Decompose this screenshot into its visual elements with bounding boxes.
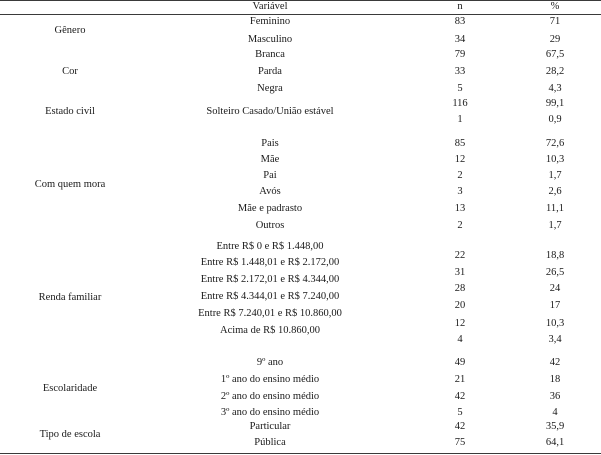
category-label: Particular (249, 421, 291, 432)
percent-value: 35,9 (545, 421, 565, 432)
percent-value: 72,6 (545, 138, 565, 149)
percent-value: 24 (549, 283, 561, 294)
header-percent: % (550, 1, 560, 12)
percent-value: 71 (549, 16, 561, 27)
header-variable: Variável (252, 1, 288, 12)
n-value: 85 (454, 138, 466, 149)
percent-value: 18,8 (545, 250, 565, 261)
group-label-escolaridade: Escolaridade (42, 383, 98, 394)
group-label-com-quem-mora: Com quem mora (34, 179, 106, 190)
category-label: Entre R$ 0 e R$ 1.448,00 (216, 241, 324, 252)
percent-value: 28,2 (545, 66, 565, 77)
group-label-genero: Gênero (54, 25, 86, 36)
category-label: Pública (254, 437, 286, 448)
category-label: Entre R$ 7.240,01 e R$ 10.860,00 (198, 308, 342, 319)
percent-value: 3,4 (548, 334, 562, 345)
n-value: 42 (454, 391, 466, 402)
percent-value: 10,3 (545, 318, 565, 329)
percent-value: 4 (552, 407, 558, 418)
category-label: 3º ano do ensino médio (220, 407, 320, 418)
percent-value: 11,1 (546, 203, 564, 214)
category-label: Parda (258, 66, 282, 77)
n-value: 42 (454, 421, 466, 432)
percent-value: 67,5 (545, 49, 565, 60)
category-label: Feminino (249, 16, 291, 27)
percent-value: 42 (549, 357, 561, 368)
n-value: 21 (454, 374, 466, 385)
group-label-cor: Cor (62, 66, 78, 77)
category-label: 2º ano do ensino médio (220, 391, 320, 402)
category-label: Solteiro Casado/União estável (206, 106, 334, 117)
group-label-renda-familiar: Renda familiar (38, 292, 102, 303)
n-value: 2 (457, 170, 463, 181)
percent-value: 29 (549, 34, 561, 45)
n-value: 2 (457, 220, 463, 231)
category-label: 1º ano do ensino médio (220, 374, 320, 385)
n-value: 4 (457, 334, 463, 345)
n-value: 20 (454, 300, 466, 311)
percent-value: 64,1 (545, 437, 565, 448)
percent-value: 4,3 (548, 83, 562, 94)
n-value: 22 (454, 250, 466, 261)
percent-value: 26,5 (545, 267, 565, 278)
table-header-rule (0, 14, 601, 15)
group-label-tipo-de-escola: Tipo de escola (39, 429, 101, 440)
category-label: Entre R$ 1.448,01 e R$ 2.172,00 (200, 257, 340, 268)
n-value: 28 (454, 283, 466, 294)
n-value: 1 (457, 114, 463, 125)
category-label: Mãe (260, 154, 280, 165)
category-label: Negra (257, 83, 283, 94)
n-value: 49 (454, 357, 466, 368)
percent-value: 1,7 (548, 220, 562, 231)
category-label: Acima de R$ 10.860,00 (219, 325, 321, 336)
table-bottom-rule (0, 453, 601, 454)
category-label: Entre R$ 2.172,01 e R$ 4.344,00 (200, 274, 340, 285)
n-value: 79 (454, 49, 466, 60)
n-value: 33 (454, 66, 466, 77)
table-top-rule (0, 0, 601, 1)
category-label: Outros (255, 220, 285, 231)
group-label-estado-civil: Estado civil (45, 106, 95, 117)
percent-value: 18 (549, 374, 561, 385)
percent-value: 17 (549, 300, 561, 311)
header-n: n (457, 1, 463, 12)
n-value: 5 (457, 407, 463, 418)
n-value: 13 (454, 203, 466, 214)
n-value: 12 (454, 318, 466, 329)
n-value: 75 (454, 437, 466, 448)
percent-value: 2,6 (548, 186, 562, 197)
n-value: 5 (457, 83, 463, 94)
n-value: 31 (454, 267, 466, 278)
percent-value: 0,9 (548, 114, 562, 125)
category-label: Branca (255, 49, 285, 60)
n-value: 116 (452, 98, 468, 109)
category-label: Pais (261, 138, 279, 149)
n-value: 3 (457, 186, 463, 197)
category-label: Masculino (247, 34, 293, 45)
n-value: 12 (454, 154, 466, 165)
n-value: 83 (454, 16, 466, 27)
percent-value: 99,1 (545, 98, 565, 109)
category-label: Pai (263, 170, 277, 181)
category-label: Entre R$ 4.344,01 e R$ 7.240,00 (200, 291, 340, 302)
n-value: 34 (454, 34, 466, 45)
percent-value: 10,3 (545, 154, 565, 165)
percent-value: 36 (549, 391, 561, 402)
category-label: Avós (259, 186, 281, 197)
category-label: 9º ano (256, 357, 284, 368)
category-label: Mãe e padrasto (237, 203, 303, 214)
percent-value: 1,7 (548, 170, 562, 181)
